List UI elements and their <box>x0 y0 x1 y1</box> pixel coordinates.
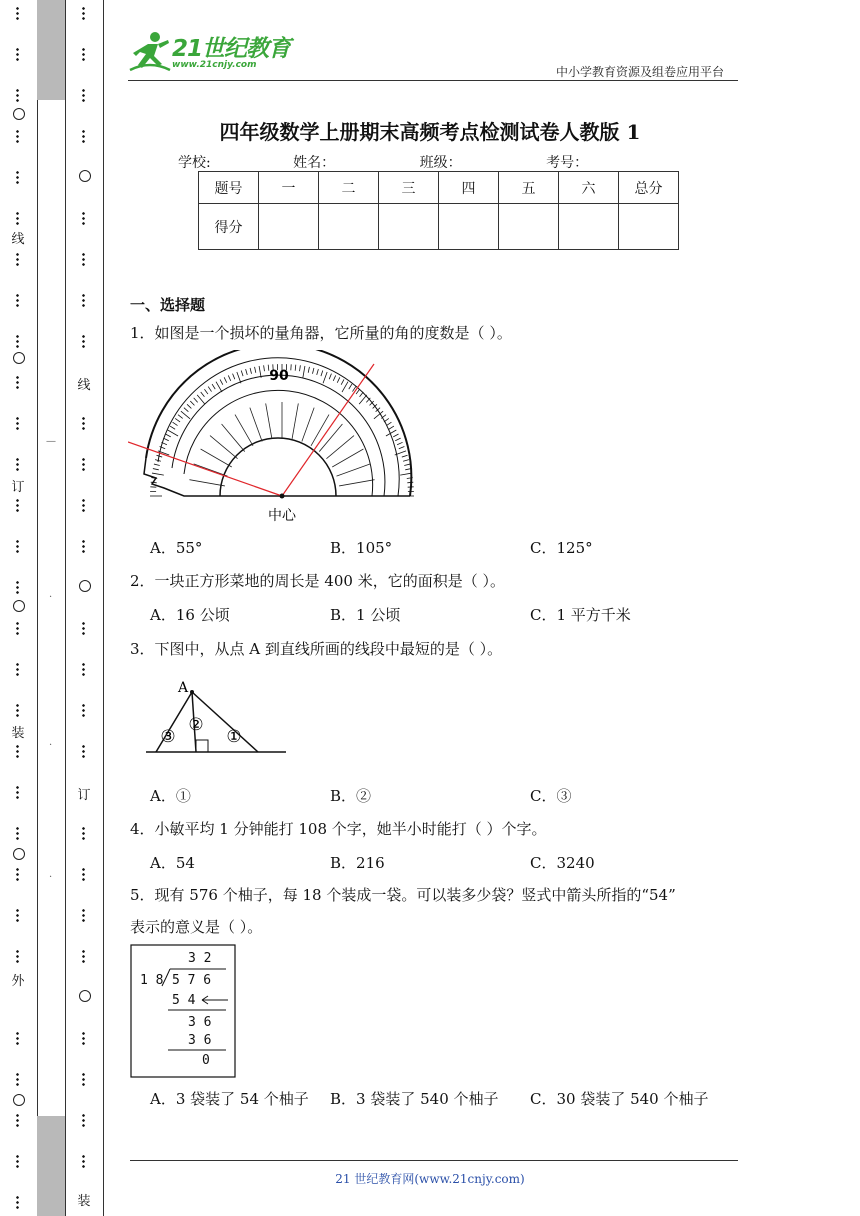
binding-dots <box>16 334 19 348</box>
score-cell <box>559 204 619 250</box>
protractor-tick <box>384 418 389 422</box>
binding-dots <box>82 6 85 20</box>
protractor-spoke <box>235 415 253 446</box>
protractor-tick <box>233 374 235 380</box>
protractor-tick <box>264 365 265 371</box>
info-id-blank <box>588 157 670 172</box>
binding-dots <box>82 293 85 307</box>
outer-ring-3 <box>13 600 25 612</box>
protractor-tick <box>323 372 327 383</box>
protractor-tick <box>312 368 313 374</box>
binding-dots <box>16 539 19 553</box>
binding-dots <box>82 1113 85 1127</box>
division-step-3: 3 6 <box>188 1033 212 1048</box>
binding-dots <box>16 703 19 717</box>
score-header: 总分 <box>619 172 679 204</box>
question-5-stem: 5．现有 576 个柚子，每 18 个装成一袋。可以装多少袋？竖式中箭头所指的“54” <box>130 886 676 904</box>
gutter-dash: — <box>46 436 56 447</box>
protractor-tick <box>154 464 160 465</box>
binding-dots <box>16 949 19 963</box>
outer-ring-5 <box>13 1094 25 1106</box>
protractor-tick <box>321 370 323 376</box>
footer-divider <box>130 1160 738 1161</box>
binding-dots <box>16 88 19 102</box>
info-school-blank <box>211 157 289 172</box>
protractor-spoke <box>201 449 232 467</box>
binding-dots <box>16 826 19 840</box>
outer-label-zhuang: 装 <box>6 722 30 741</box>
info-id-label: 考号： <box>546 155 589 171</box>
score-header: 三 <box>379 172 439 204</box>
inner-ring-1 <box>79 170 91 182</box>
protractor-tick <box>220 379 223 384</box>
score-cell <box>319 204 379 250</box>
division-quotient: 3 2 <box>188 951 212 966</box>
protractor-tick <box>208 387 211 392</box>
protractor-tick <box>360 392 364 397</box>
protractor-tick <box>300 365 301 371</box>
binding-dots <box>16 908 19 922</box>
logo-text: 21世纪教育 <box>172 36 291 62</box>
inner-dot-column <box>72 0 96 1216</box>
binding-dots <box>16 375 19 389</box>
protractor-tick <box>349 384 352 389</box>
logo-url: www.21cnjy.com <box>172 60 257 70</box>
binding-dots <box>82 621 85 635</box>
info-class-blank <box>462 157 542 172</box>
outer-label-wai: 外 <box>6 970 30 989</box>
protractor-tick <box>212 384 215 389</box>
protractor-spoke <box>302 408 314 442</box>
binding-dots <box>16 744 19 758</box>
binding-dots <box>16 293 19 307</box>
protractor-tick <box>402 455 408 457</box>
score-header: 五 <box>499 172 559 204</box>
protractor-tick <box>341 379 344 384</box>
binding-dots <box>82 949 85 963</box>
protractor-spoke <box>189 480 224 486</box>
protractor-spoke <box>326 436 354 459</box>
binding-dots <box>82 539 85 553</box>
perpendicular-figure <box>140 676 290 760</box>
point-a-label: A <box>178 680 189 696</box>
footer-text: 21 世纪教育网(www.21cnjy.com) <box>335 1172 525 1186</box>
protractor-spoke <box>210 436 238 459</box>
binding-dots <box>82 744 85 758</box>
page-title: 四年级数学上册期末高频考点检测试卷人教版 1 <box>219 120 641 144</box>
binding-gray-top <box>37 0 65 100</box>
score-header: 题号 <box>199 172 259 204</box>
q5-option-a[interactable]: A．3 袋装了 54 个柚子 <box>150 1090 309 1108</box>
protractor-tick <box>403 460 409 462</box>
outer-ring-4 <box>13 848 25 860</box>
protractor-spoke <box>292 403 298 438</box>
binding-dots <box>16 211 19 225</box>
binding-dots <box>82 826 85 840</box>
protractor-tick <box>170 426 175 429</box>
binding-dots <box>16 1113 19 1127</box>
q2-option-c[interactable]: C．1 平方千米 <box>530 606 631 624</box>
protractor-tick <box>395 438 400 441</box>
score-cell <box>619 204 679 250</box>
binding-dots <box>16 170 19 184</box>
protractor-spoke <box>339 480 374 486</box>
binding-dots <box>82 416 85 430</box>
protractor-tick <box>397 442 402 444</box>
binding-dots <box>82 908 85 922</box>
score-cell <box>439 204 499 250</box>
protractor-tick <box>259 366 261 378</box>
protractor-tick <box>228 375 230 380</box>
binding-dots <box>16 1195 19 1209</box>
q2-option-b[interactable]: B．1 公顷 <box>330 606 401 624</box>
inner-label-zhuang: 装 <box>72 1190 96 1209</box>
binding-dots <box>16 1031 19 1045</box>
binding-dots <box>16 1072 19 1086</box>
q5-option-b[interactable]: B．3 袋装了 540 个柚子 <box>330 1090 499 1108</box>
protractor-tick <box>153 469 159 470</box>
protractor-spoke <box>194 464 228 476</box>
runner-logo-icon <box>128 30 172 74</box>
segment-2-label: ② <box>188 715 204 735</box>
outer-ring-2 <box>13 352 25 364</box>
question-3-stem: 3．下图中，从点 A 到直线所画的线段中最短的是（ ）。 <box>130 640 503 658</box>
protractor-tick <box>337 377 340 382</box>
site-logo <box>128 30 298 76</box>
score-header: 二 <box>319 172 379 204</box>
protractor-tick <box>224 377 227 382</box>
binding-dots <box>82 457 85 471</box>
protractor-tick <box>329 374 331 380</box>
binding-dots <box>82 1072 85 1086</box>
student-info-line <box>178 152 670 172</box>
protractor-tick <box>400 473 412 475</box>
protractor-tick <box>173 422 178 425</box>
binding-dots <box>16 47 19 61</box>
binding-dots <box>16 867 19 881</box>
binding-dots <box>82 252 85 266</box>
binding-dots <box>16 6 19 20</box>
long-division-figure <box>130 944 236 1078</box>
score-cell <box>259 204 319 250</box>
protractor-tick <box>342 382 348 392</box>
protractor-tick <box>386 422 391 425</box>
protractor-tick <box>399 447 405 449</box>
protractor-figure <box>128 350 428 526</box>
score-header: 六 <box>559 172 619 204</box>
inner-label-ding: 订 <box>72 784 96 803</box>
q1-option-c[interactable]: C．125° <box>530 539 593 557</box>
inner-label-xian: 线 <box>72 374 96 393</box>
binding-dots <box>82 47 85 61</box>
binding-dots <box>16 621 19 635</box>
info-name-blank <box>335 157 415 172</box>
division-divisor: 1 8 <box>140 973 164 988</box>
protractor-tick <box>175 418 180 422</box>
protractor-tick <box>168 430 178 436</box>
protractor-spoke <box>250 408 262 442</box>
score-header: 四 <box>439 172 499 204</box>
protractor-tick <box>303 366 305 378</box>
protractor-tick <box>407 482 413 483</box>
binding-dots <box>82 703 85 717</box>
binding-dots <box>82 867 85 881</box>
q4-option-b[interactable]: B．216 <box>330 854 385 872</box>
score-row-label: 得分 <box>199 204 259 250</box>
division-remainder: 0 <box>202 1053 210 1068</box>
q1-option-b[interactable]: B．105° <box>330 539 393 557</box>
protractor-tick <box>165 434 170 437</box>
protractor-tick <box>241 370 243 376</box>
inner-ring-3 <box>79 990 91 1002</box>
protractor-spoke <box>332 449 363 467</box>
binding-dots <box>82 662 85 676</box>
binding-dots <box>16 1154 19 1168</box>
protractor-tick <box>201 392 205 397</box>
binding-dots <box>82 1031 85 1045</box>
protractor-center-label: 中心 <box>268 508 296 524</box>
binding-gray-bottom <box>37 1116 65 1216</box>
division-step-1: 5 4 <box>172 993 196 1008</box>
score-table <box>198 171 679 250</box>
platform-label: 中小学教育资源及组卷应用平台 <box>555 65 724 79</box>
binding-dots <box>16 498 19 512</box>
section-heading: 一、选择题 <box>130 296 206 314</box>
protractor-tick <box>216 382 222 392</box>
protractor-tick <box>317 369 319 375</box>
protractor-tick <box>404 464 410 465</box>
protractor-tick <box>237 372 241 383</box>
question-4-stem: 4．小敏平均 1 分钟能打 108 个字，她半小时能打（ ）个字。 <box>130 820 547 838</box>
protractor-tick <box>393 434 398 437</box>
q5-option-c[interactable]: C．30 袋装了 540 个柚子 <box>530 1090 709 1108</box>
division-step-2: 3 6 <box>188 1015 212 1030</box>
gutter-dot-1: · <box>49 592 53 603</box>
outer-label-xian: 线 <box>6 228 30 247</box>
binding-dots <box>16 580 19 594</box>
protractor-tick <box>295 365 296 371</box>
binding-dots <box>16 252 19 266</box>
q2-option-a[interactable]: A．16 公顷 <box>150 606 230 624</box>
q4-option-c[interactable]: C．3240 <box>530 854 595 872</box>
header-divider <box>128 80 738 81</box>
protractor-tick <box>250 368 251 374</box>
binding-dots <box>82 211 85 225</box>
protractor-tick <box>163 438 168 441</box>
score-cell <box>379 204 439 250</box>
q4-option-a[interactable]: A．54 <box>150 854 195 872</box>
segment-1-label: ① <box>226 727 242 747</box>
binding-dots <box>82 334 85 348</box>
protractor-tick <box>187 404 191 408</box>
binding-dots <box>16 457 19 471</box>
gutter-dot-3: · <box>49 872 53 883</box>
q3-option-a[interactable]: A．① <box>150 787 191 805</box>
binding-dots <box>82 498 85 512</box>
protractor-tick <box>389 426 394 429</box>
protractor-spoke <box>337 464 371 476</box>
protractor-spoke <box>266 403 272 438</box>
binding-dots <box>16 416 19 430</box>
binding-dots <box>82 88 85 102</box>
score-cell <box>499 204 559 250</box>
info-name-label: 姓名： <box>293 155 336 171</box>
segment-3-label: ③ <box>160 727 176 747</box>
info-class-label: 班级： <box>419 155 462 171</box>
outer-label-ding: 订 <box>6 476 30 495</box>
q3-option-b[interactable]: B．② <box>330 787 372 805</box>
info-school-label: 学校: <box>178 155 211 171</box>
protractor-tick <box>308 367 309 373</box>
q1-option-a[interactable]: A．55° <box>150 539 203 557</box>
q3-option-c[interactable]: C．③ <box>530 787 572 805</box>
binding-dots <box>16 785 19 799</box>
protractor-tick <box>333 375 335 380</box>
protractor-90-label: 90 <box>269 368 289 384</box>
protractor-tick <box>152 473 164 475</box>
protractor-tick <box>178 415 183 419</box>
protractor-tick <box>194 398 198 402</box>
protractor-tick <box>184 408 188 412</box>
question-5-stem-cont: 表示的意义是（ ）。 <box>130 918 263 936</box>
protractor-tick <box>246 369 248 375</box>
question-1-stem: 1．如图是一个损坏的量角器，它所量的角的度数是（ ）。 <box>130 324 512 342</box>
gutter-dot-2: · <box>49 740 53 751</box>
score-header: 一 <box>259 172 319 204</box>
inner-ring-2 <box>79 580 91 592</box>
question-2-stem: 2．一块正方形菜地的周长是 400 米，它的面积是（ ）。 <box>130 572 505 590</box>
division-dividend: 5 7 6 <box>172 973 212 988</box>
protractor-spoke <box>222 424 245 452</box>
binding-dots <box>16 662 19 676</box>
protractor-tick <box>190 401 194 405</box>
binding-dots <box>82 1154 85 1168</box>
protractor-tick <box>204 389 208 394</box>
protractor-tick <box>255 367 256 373</box>
